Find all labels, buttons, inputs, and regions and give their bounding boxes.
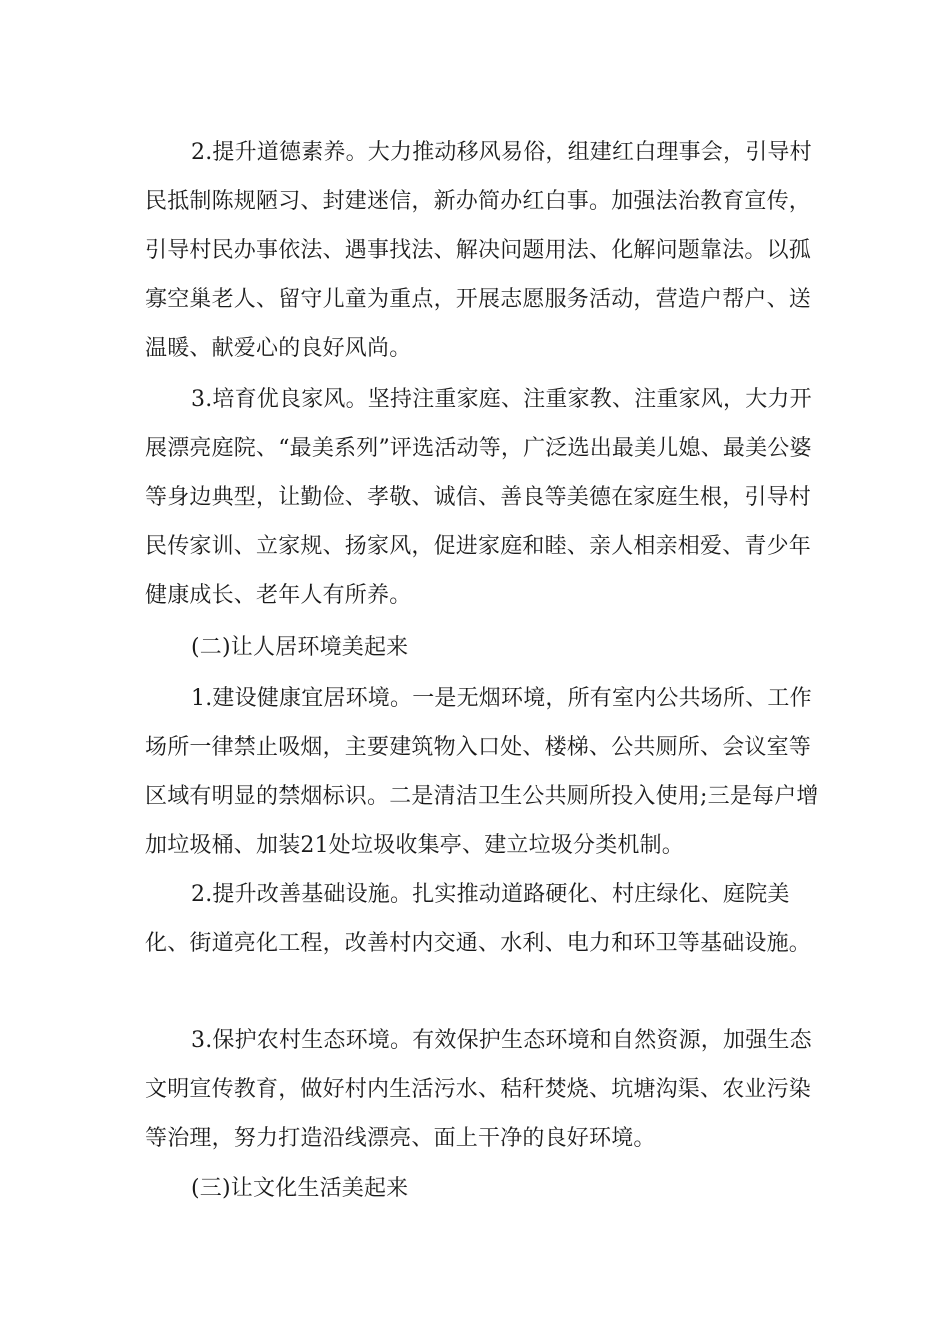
paragraph-infrastructure: 2.提升改善基础设施。扎实推动道路硬化、村庄绿化、庭院美化、街道亮化工程，改善村内交通、水利、电力和环卫等基础设施。: [145, 882, 812, 956]
paragraph-healthy-environment: 1.建设健康宜居环境。一是无烟环境，所有室内公共场所、工作场所一律禁止吸烟，主要建筑物入口处、楼梯、公共厕所、会议室等区域有明显的禁烟标识。二是清洁卫生公共厕所投入使用;三是每户增加垃圾桶、加装21处垃圾收集亭、建立垃圾分类机制。: [145, 686, 819, 858]
section-heading-cultural-life: (三)让文化生活美起来: [191, 1176, 409, 1201]
paragraph-family-tradition: 3.培育优良家风。坚持注重家庭、注重家教、注重家风，大力开展漂亮庭院、“最美系列”评选活动等，广泛选出最美儿媳、最美公婆等身边典型，让勤俭、孝敬、诚信、善良等美德在家庭生根，引导村民传家训、立家规、扬家风，促进家庭和睦、亲人相亲相爱、青少年健康成长、老年人有所养。: [145, 387, 812, 608]
paragraph-ecological-protection: 3.保护农村生态环境。有效保护生态环境和自然资源，加强生态文明宣传教育，做好村内生活污水、秸秆焚烧、坑塘沟渠、农业污染等治理，努力打造沿线漂亮、面上干净的良好环境。: [145, 1028, 812, 1151]
paragraph-improve-morality: 2.提升道德素养。大力推动移风易俗，组建红白理事会，引导村民抵制陈规陋习、封建迷信，新办简办红白事。加强法治教育宣传，引导村民办事依法、遇事找法、解决问题用法、化解问题靠法。以孤寡空巢老人、留守儿童为重点，开展志愿服务活动，营造户帮户、送温暖、献爱心的良好风尚。: [145, 140, 812, 361]
section-heading-living-environment: (二)让人居环境美起来: [191, 635, 409, 660]
